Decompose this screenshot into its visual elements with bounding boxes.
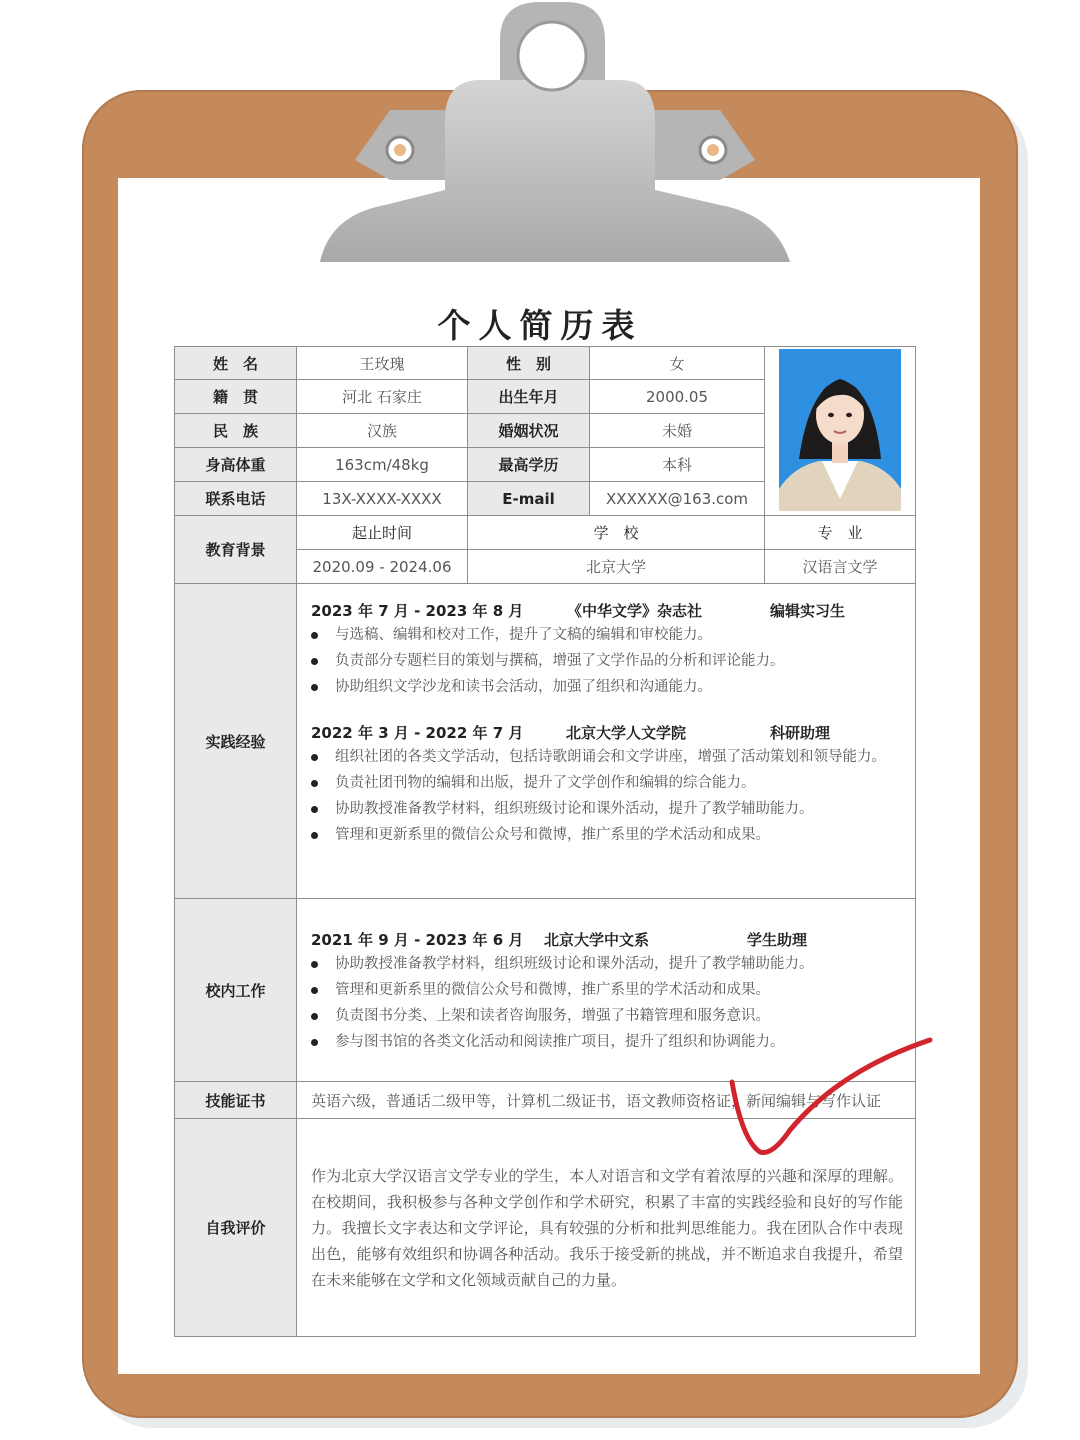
list-item: 参与图书馆的各类文化活动和阅读推广项目，提升了组织和协调能力。 — [311, 1029, 915, 1055]
value-ethnicity: 汉族 — [297, 414, 468, 448]
resume-table — [174, 346, 916, 1337]
campus-role: 学生助理 — [747, 931, 808, 949]
skills-text: 英语六级，普通话二级甲等，计算机二级证书，语文教师资格证，新闻编辑与写作认证 — [297, 1082, 916, 1119]
label-marital: 婚姻状况 — [468, 414, 590, 448]
clipboard-clip-icon — [300, 0, 800, 262]
label-education: 教育背景 — [175, 516, 297, 584]
label-gender: 性 别 — [468, 347, 590, 380]
practice-cell — [297, 584, 916, 899]
edu-period: 2020.09 - 2024.06 — [297, 550, 468, 584]
edu-header-major: 专 业 — [765, 516, 916, 550]
label-ethnicity: 民 族 — [175, 414, 297, 448]
page-title: 个人简历表 — [437, 306, 643, 345]
label-birth: 出生年月 — [468, 380, 590, 414]
list-item: 负责社团刊物的编辑和出版，提升了文学创作和编辑的综合能力。 — [311, 770, 915, 796]
value-height-weight: 163cm/48kg — [297, 448, 468, 482]
edu-header-school: 学 校 — [468, 516, 765, 550]
label-email: E-mail — [468, 482, 590, 516]
value-gender: 女 — [590, 347, 765, 380]
campus-date: 2021 年 9 月 - 2023 年 6 月 — [311, 931, 524, 949]
red-checkmark-icon — [720, 1030, 940, 1160]
label-campus: 校内工作 — [175, 899, 297, 1082]
edu-header-period: 起止时间 — [297, 516, 468, 550]
list-item: 协助组织文学沙龙和读书会活动，加强了组织和沟通能力。 — [311, 674, 915, 700]
value-degree: 本科 — [590, 448, 765, 482]
label-height-weight: 身高体重 — [175, 448, 297, 482]
campus-org: 北京大学中文系 — [544, 931, 650, 949]
list-item: 负责部分专题栏目的策划与撰稿，增强了文学作品的分析和评论能力。 — [311, 648, 915, 674]
edu-major: 汉语言文学 — [765, 550, 916, 584]
value-marital: 未婚 — [590, 414, 765, 448]
value-native-place: 河北 石家庄 — [297, 380, 468, 414]
list-item: 管理和更新系里的微信公众号和微博，推广系里的学术活动和成果。 — [311, 822, 915, 848]
label-self-eval: 自我评价 — [175, 1119, 297, 1337]
practice-entry — [297, 700, 915, 848]
value-birth: 2000.05 — [590, 380, 765, 414]
practice-role: 编辑实习生 — [770, 602, 846, 620]
self-eval-text: 作为北京大学汉语言文学专业的学生，本人对语言和文学有着浓厚的兴趣和深厚的理解。在校期间，我积极参与各种文学创作和学术研究，积累了丰富的实践经验和良好的写作能力。我擅长文字表达和文学评论，具有较强的分析和批判思维能力。我在团队合作中表现出色，能够有效组织和协调各种活动。我乐于接受新的挑战，并不断追求自我提升，希望在未来能够在文学和文化领域贡献自己的力量。 — [311, 1166, 903, 1289]
practice-date: 2022 年 3 月 - 2022 年 7 月 — [311, 724, 524, 742]
id-photo — [779, 349, 901, 511]
label-phone: 联系电话 — [175, 482, 297, 516]
label-name: 姓 名 — [175, 347, 297, 380]
edu-school: 北京大学 — [468, 550, 765, 584]
practice-role: 科研助理 — [770, 724, 831, 742]
practice-org: 《中华文学》杂志社 — [567, 602, 703, 620]
label-native-place: 籍 贯 — [175, 380, 297, 414]
value-phone: 13X-XXXX-XXXX — [297, 482, 468, 516]
list-item: 管理和更新系里的微信公众号和微博，推广系里的学术活动和成果。 — [311, 977, 915, 1003]
list-item: 组织社团的各类文学活动，包括诗歌朗诵会和文学讲座，增强了活动策划和领导能力。 — [311, 744, 915, 770]
photo-cell — [765, 347, 916, 516]
list-item: 与选稿、编辑和校对工作，提升了文稿的编辑和审校能力。 — [311, 622, 915, 648]
list-item: 负责图书分类、上架和读者咨询服务，增强了书籍管理和服务意识。 — [311, 1003, 915, 1029]
label-degree: 最高学历 — [468, 448, 590, 482]
label-practice: 实践经验 — [175, 584, 297, 899]
practice-entry — [297, 584, 915, 700]
practice-date: 2023 年 7 月 - 2023 年 8 月 — [311, 602, 524, 620]
list-item: 协助教授准备教学材料，组织班级讨论和课外活动，提升了教学辅助能力。 — [311, 796, 915, 822]
list-item: 协助教授准备教学材料，组织班级讨论和课外活动，提升了教学辅助能力。 — [311, 951, 915, 977]
label-skills: 技能证书 — [175, 1082, 297, 1119]
practice-org: 北京大学人文学院 — [566, 724, 687, 742]
value-email: XXXXXX@163.com — [590, 482, 765, 516]
value-name: 王玫瑰 — [297, 347, 468, 380]
